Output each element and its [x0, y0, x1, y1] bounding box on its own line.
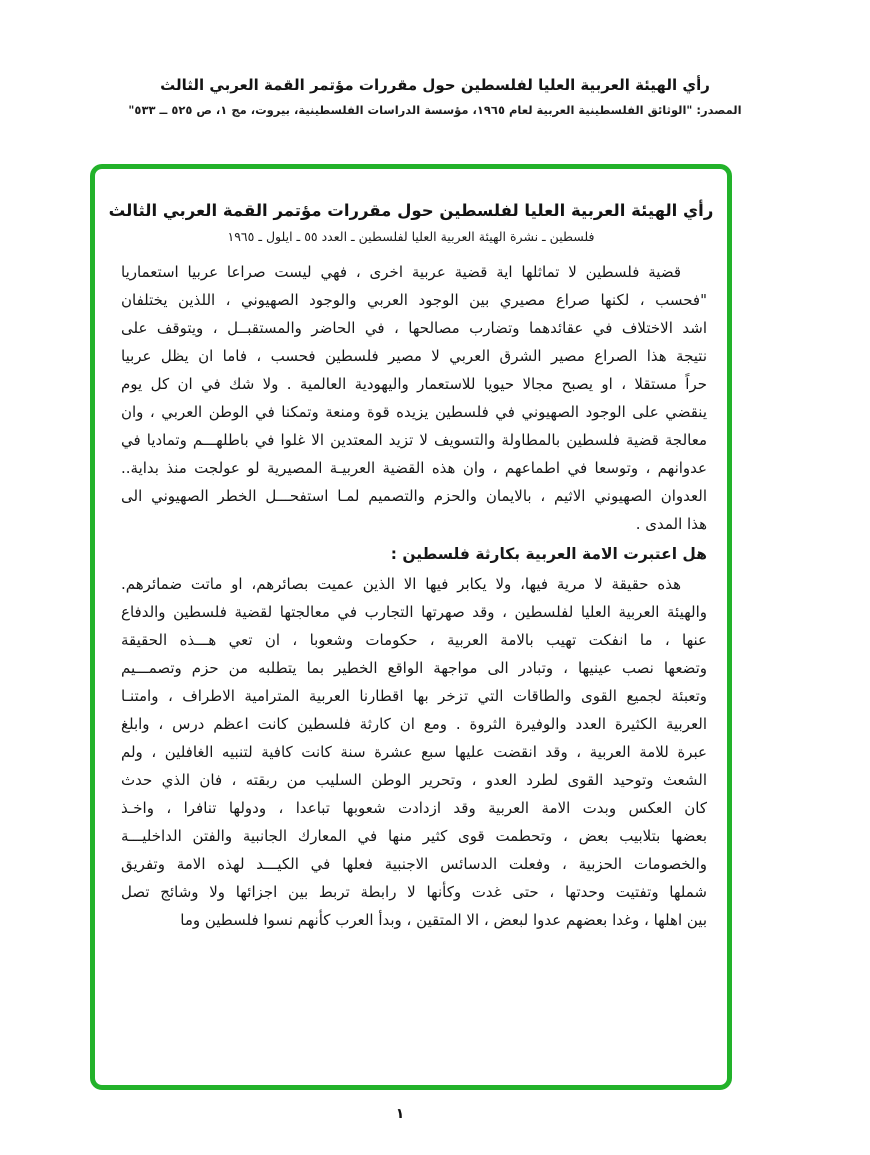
paragraph-1 [121, 258, 707, 538]
text-line: ينقضي على الوجود الصهيوني في فلسطين يزيده قوة ومنعة وتمكنا في الوطن العربي ، وان [121, 403, 707, 421]
section-heading: هل اعتبرت الامة العربية بكارثة فلسطين : [390, 545, 707, 563]
header-title: رأي الهيئة العربية العليا لفلسطين حول مقررات مؤتمر القمة العربي الثالث [160, 76, 710, 94]
text-line: عدوانهم ، وتوسعا في اطماعهم ، وان هذه القضية العربيـة المصيرية لو عولجت منذ بداية.. [121, 459, 707, 477]
text-line: هذه حقيقة لا مرية فيها، ولا يكابر فيها الا الذين عميت بصائرهم، او ماتت ضمائرهم. [121, 575, 681, 593]
text-line: والخصومات الحزبية ، وفعلت الدسائس الاجنبية فعلها في الكيـــد لهذه الامة وتفريق [121, 855, 707, 873]
text-line: هذا المدى . [635, 515, 707, 533]
page-header [0, 76, 870, 117]
text-line: العدوان الصهيوني الاثيم ، بالايمان والحزم والتصميم لمـا استفحـــل الخطر الصهيوني الى [121, 487, 707, 505]
document-scan-frame [90, 164, 732, 1090]
text-line: معالجة قضية فلسطين بالمطاولة والتسويف لا تزيد المعتدين الا غلوا في باطلهـــم وتماديا في [121, 431, 707, 449]
page-number: ١ [395, 1106, 405, 1122]
text-line: نتيجة هذا الصراع مصير الشرق العربي لا مصير فلسطين فحسب ، فاما ان يظل عربيا [121, 347, 707, 365]
document-title: رأي الهيئة العربية العليا لفلسطين حول مقررات مؤتمر القمة العربي الثالث [108, 201, 714, 220]
text-line: والهيئة العربية العليا لفلسطين ، وقد صهرتها التجارب في معالجتها لقضية فلسطين والدفاع [121, 603, 707, 621]
paragraph-2 [121, 570, 707, 934]
text-line: شملها وتفتيت وحدتها ، حتى غدت وكأنها لا رابطة تربط بين اجزائها ولا وشائج تصل [121, 883, 707, 901]
document-subtitle: فلسطين ـ نشرة الهيئة العربية العليا لفلسطين ـ العدد ٥٥ ـ ايلول ـ ١٩٦٥ [227, 229, 595, 244]
text-line: عبرة للامة العربية ، وقد انقضت عليها سبع عشرة سنة كانت كافية لتنبيه الغافلين ، ولم [121, 743, 707, 761]
document-body [95, 258, 727, 934]
text-line: بعضها بتلابيب بعض ، وتحطمت قوى كثير منها في المعارك الجانبية والفتن الداخليـــة [121, 827, 707, 845]
text-line: وتعبئة لجميع القوى والطاقات التي تزخر بها اقطارنا العربية المترامية الاطراف ، وامتنـا [121, 687, 707, 705]
text-line: وتضعها نصب عينيها ، وتبادر الى مواجهة الواقع الخطير بما يتطلبه من حزم وتصمـــيم [121, 659, 707, 677]
text-line: العربية الكثيرة العدد والوفيرة الثروة . ومع ان كارثة فلسطين كانت اعظم درس ، وابلغ [121, 715, 707, 733]
text-line: بين اهلها ، وغدا بعضهم عدوا لبعض ، الا المتقين ، وبدأ العرب كأنهم نسوا فلسطين وما [180, 911, 707, 929]
text-line: "فحسب ، لكنها صراع مصيري بين الوجود العربي والوجود الصهيوني ، اللذين يختلفان [121, 291, 707, 309]
text-line: عنها ، ما انفكت تهيب بالامة العربية ، حكومات وشعوبا ، ان تعي هـــذه الحقيقة [121, 631, 707, 649]
source-citation: المصدر: "الوثائق الفلسطينية العربية لعام ١٩٦٥، مؤسسة الدراسات الفلسطينية، بيروت، مج ١، ص ٥٢٥ ــ ٥٣٣" [128, 103, 742, 117]
text-line: الشعث وتوحيد القوى لطرد العدو ، وتحرير الوطن السليب من ربقته ، فان الذي حدث [121, 771, 707, 789]
text-line: اشد الاختلاف في عقائدهما وتضارب مصالحها ، في الحاضر والمستقبــل ، ويتوقف على [121, 319, 707, 337]
text-line: كان العكس وبدت الامة العربية وقد ازدادت شعوبها تباعدا ، ودولها تنافرا ، واخـذ [121, 799, 707, 817]
text-line: حراً مستقلا ، او يصبح مجالا حيويا للاستعمار واليهودية العالمية . ولا شك في ان كل يوم [121, 375, 707, 393]
text-line: قضية فلسطين لا تماثلها اية قضية عربية اخرى ، فهي ليست صراعا عربيا استعماريا [121, 263, 681, 281]
